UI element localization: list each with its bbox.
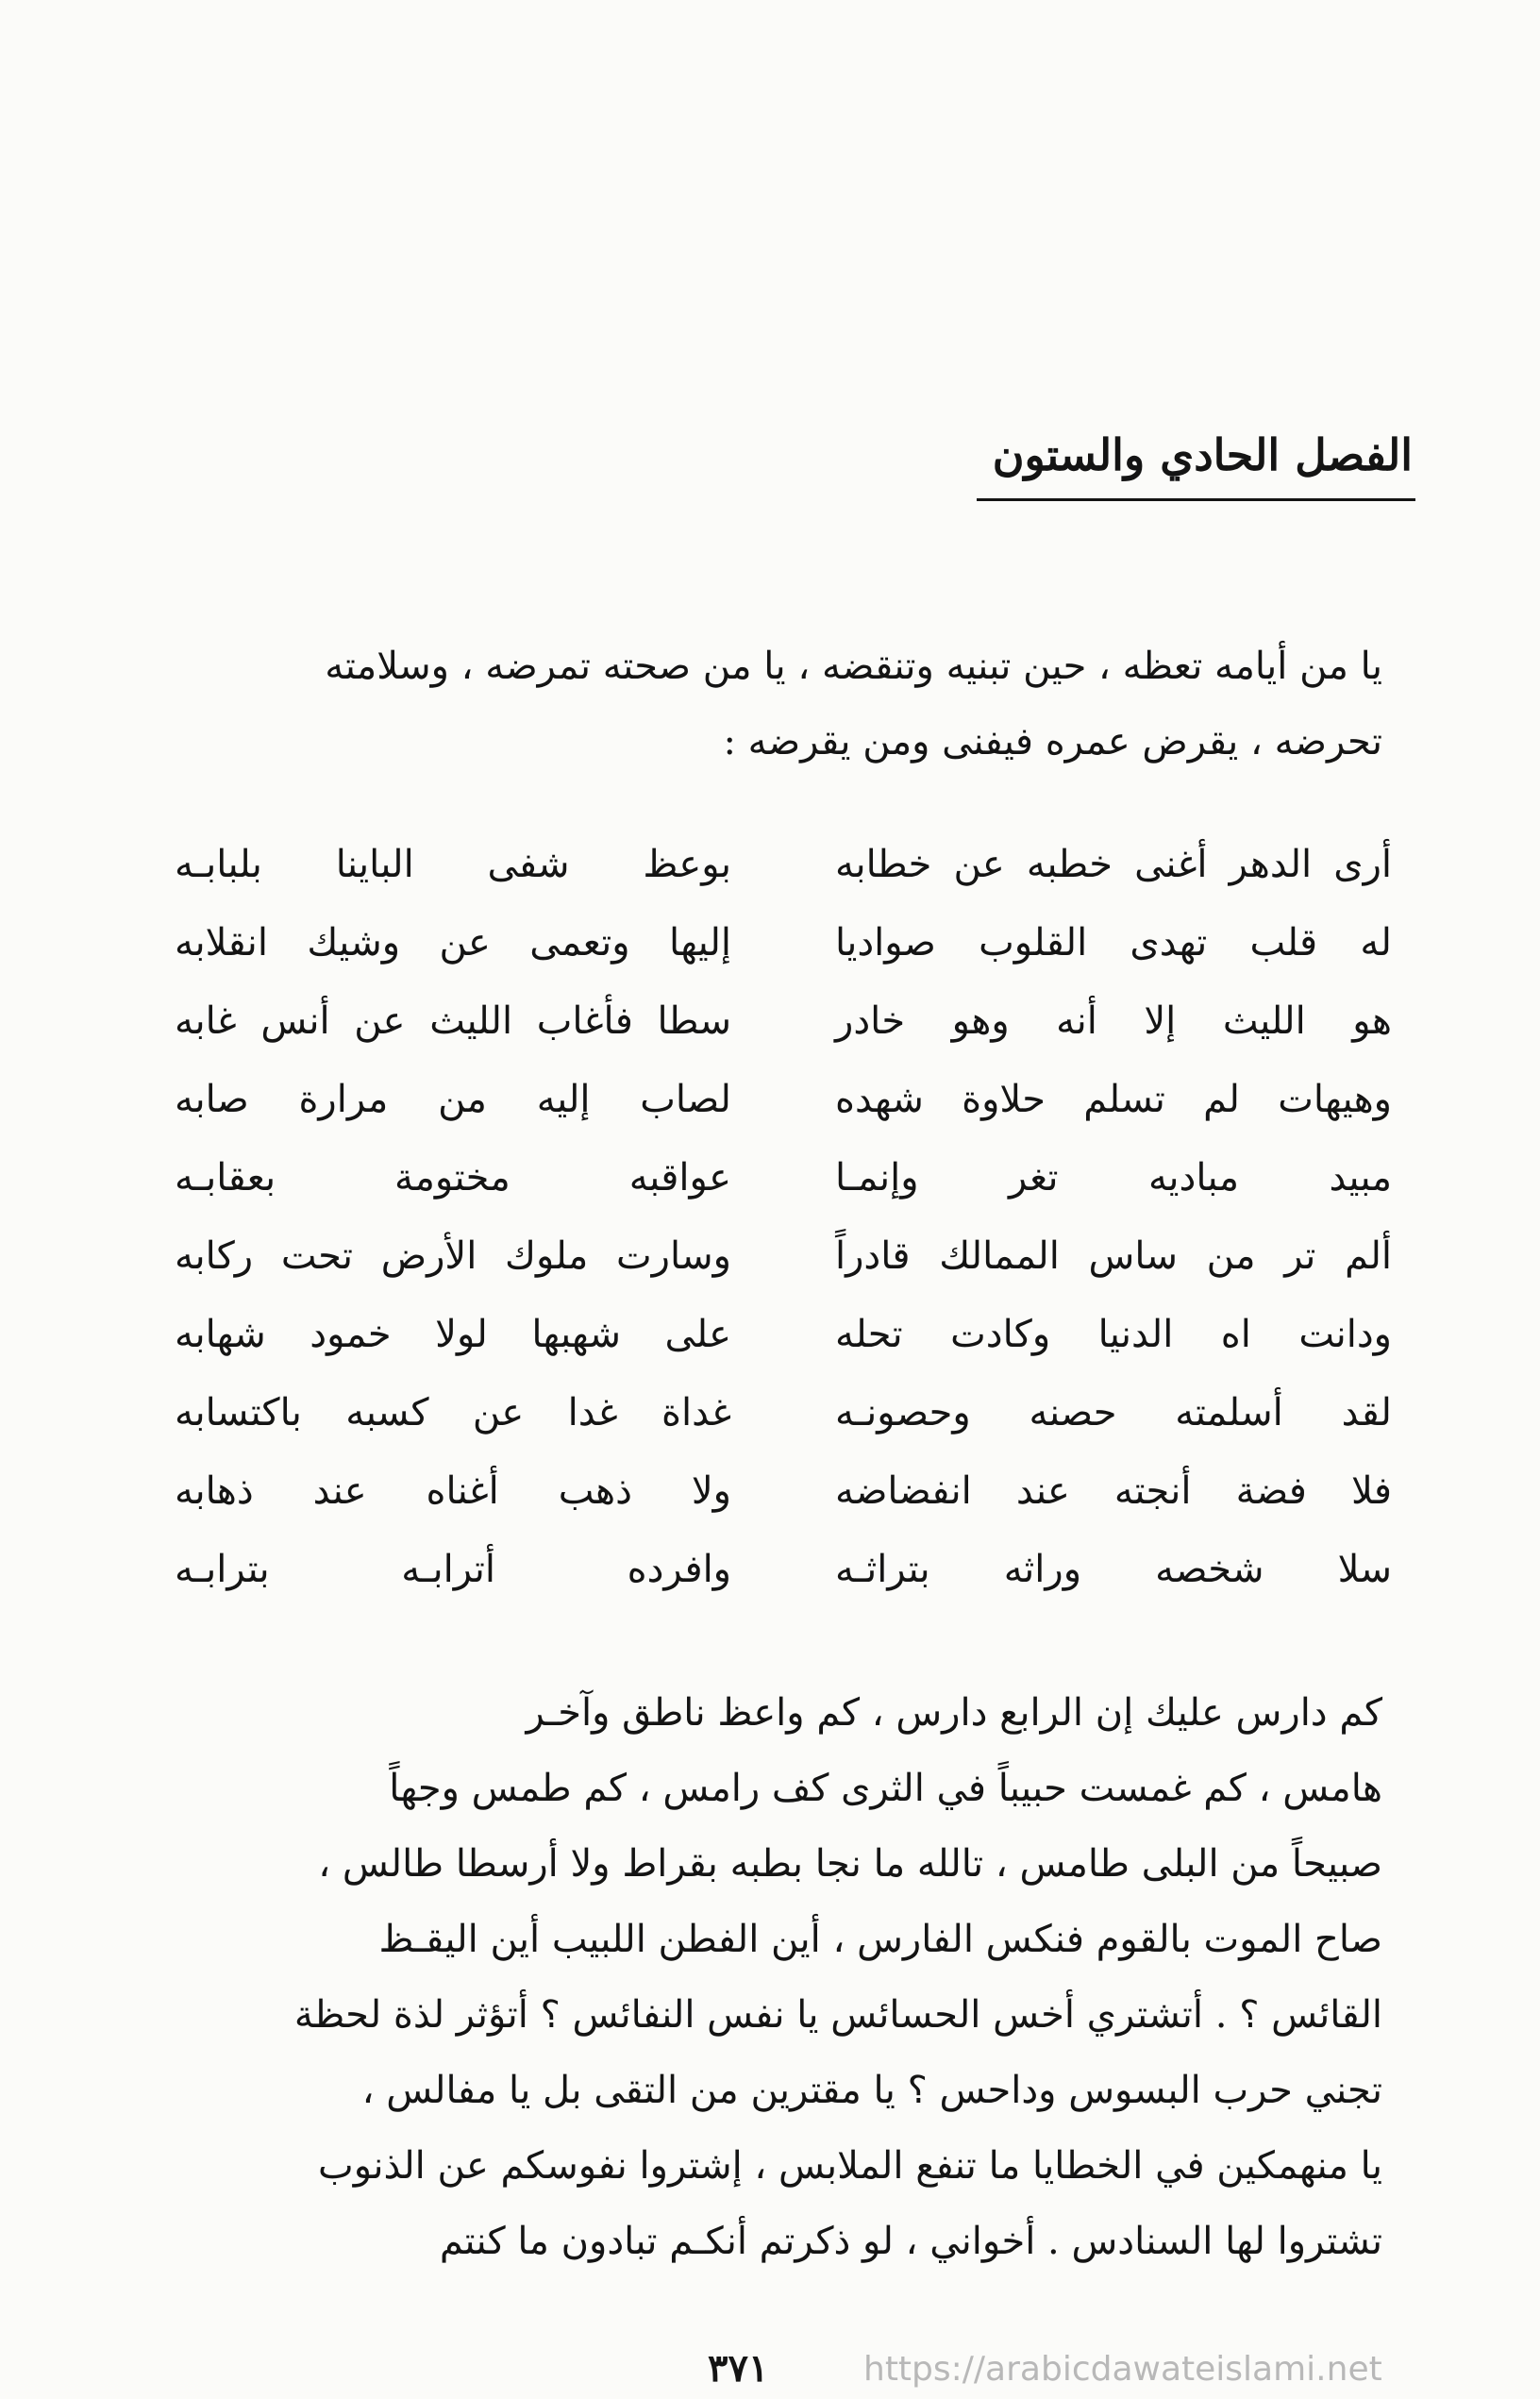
closing-line: تجني حرب البسوس وداحس ؟ يا مقترين من التقى بل يا مفالس ، — [361, 2069, 1382, 2112]
verse-first-hemistich: أرى الدهر أغنى خطبه عن خطابه — [835, 842, 1392, 886]
verse-second-hemistich: إليها وتعمى عن وشيك انقلابه — [175, 920, 731, 965]
poem-verse — [175, 1530, 1392, 1608]
poem-verse — [175, 1138, 1392, 1216]
closing-line: يا منهمكين في الخطايا ما تنفع الملابس ، إشتروا نفوسكم عن الذنوب — [318, 2144, 1382, 2188]
intro-paragraph — [175, 629, 1382, 780]
poem-verse — [175, 1373, 1392, 1451]
verse-second-hemistich: وافرده أترابـه بترابـه — [175, 1547, 731, 1591]
intro-line: يا من أيامه تعظه ، حين تبنيه وتنقضه ، يا من صحته تمرضه ، وسلامته — [325, 645, 1382, 688]
poem-verse — [175, 981, 1392, 1060]
poem-verse — [175, 1295, 1392, 1373]
verse-second-hemistich: وسارت ملوك الأرض تحت ركابه — [175, 1233, 731, 1278]
verse-second-hemistich: بوعظ شفى الباينا بلبابـه — [175, 842, 731, 886]
closing-line: القائس ؟ . أتشتري أخس الحسائس يا نفس النفائس ؟ أتؤثر لذة لحظة — [293, 1993, 1382, 2037]
verse-first-hemistich: ألم تر من ساس الممالك قادراً — [835, 1233, 1392, 1278]
closing-line: صبيحاً من البلى طامس ، تالله ما نجا بطبه بقراط ولا أرسطا طالس ، — [318, 1842, 1382, 1886]
poem — [175, 825, 1392, 1608]
verse-second-hemistich: لصاب إليه من مرارة صابه — [175, 1077, 731, 1121]
poem-verse — [175, 1216, 1392, 1295]
verse-second-hemistich: عواقبه مختومة بعقابـه — [175, 1155, 731, 1200]
verse-second-hemistich: غداة غدا عن كسبه باكتسابه — [175, 1390, 731, 1434]
verse-first-hemistich: فلا فضة أنجته عند انفضاضه — [835, 1468, 1392, 1513]
poem-verse — [175, 825, 1392, 903]
closing-paragraph — [175, 1675, 1382, 2279]
page-number: ٣٧١ — [708, 2346, 769, 2391]
verse-second-hemistich: سطا فأغاب الليث عن أنس غابه — [175, 998, 731, 1043]
closing-line: كم دارس عليك إن الرابع دارس ، كم واعظ ناطق وآخـر — [526, 1691, 1382, 1735]
verse-second-hemistich: ولا ذهب أغناه عند ذهابه — [175, 1468, 731, 1513]
poem-verse — [175, 1451, 1392, 1530]
poem-verse — [175, 1060, 1392, 1138]
closing-line: صاح الموت بالقوم فنكس الفارس ، أين الفطن اللبيب أين اليقـظ — [378, 1918, 1382, 1961]
poem-verse — [175, 903, 1392, 981]
closing-line: تشتروا لها السنادس . أخواني ، لو ذكرتم أنكـم تبادون ما كنتم — [439, 2220, 1382, 2263]
verse-first-hemistich: هو الليث إلا أنه وهو خادر — [835, 998, 1392, 1043]
watermark-url: https://arabicdawateislami.net — [863, 2350, 1382, 2389]
verse-first-hemistich: مبيد مباديه تغر وإنمـا — [835, 1155, 1392, 1200]
verse-first-hemistich: سلا شخصه وراثه بتراثـه — [835, 1547, 1392, 1591]
verse-first-hemistich: ودانت اه الدنيا وكادت تحله — [835, 1312, 1392, 1356]
intro-line: تحرضه ، يقرض عمره فيفنى ومن يقرضه : — [723, 720, 1382, 763]
closing-line: هامس ، كم غمست حبيباً في الثرى كف رامس ، كم طمس وجهاً — [389, 1767, 1382, 1810]
title-underline — [977, 498, 1415, 501]
page-footer — [0, 2340, 1540, 2397]
chapter-title: الفصل الحادي والستون — [992, 429, 1413, 480]
verse-first-hemistich: وهيهات لم تسلم حلاوة شهده — [835, 1077, 1392, 1121]
verse-first-hemistich: لقد أسلمته حصنه وحصونـه — [835, 1390, 1392, 1434]
verse-first-hemistich: له قلب تهدى القلوب صواديا — [835, 920, 1392, 965]
verse-second-hemistich: على شهبها لولا خمود شهابه — [175, 1312, 731, 1356]
